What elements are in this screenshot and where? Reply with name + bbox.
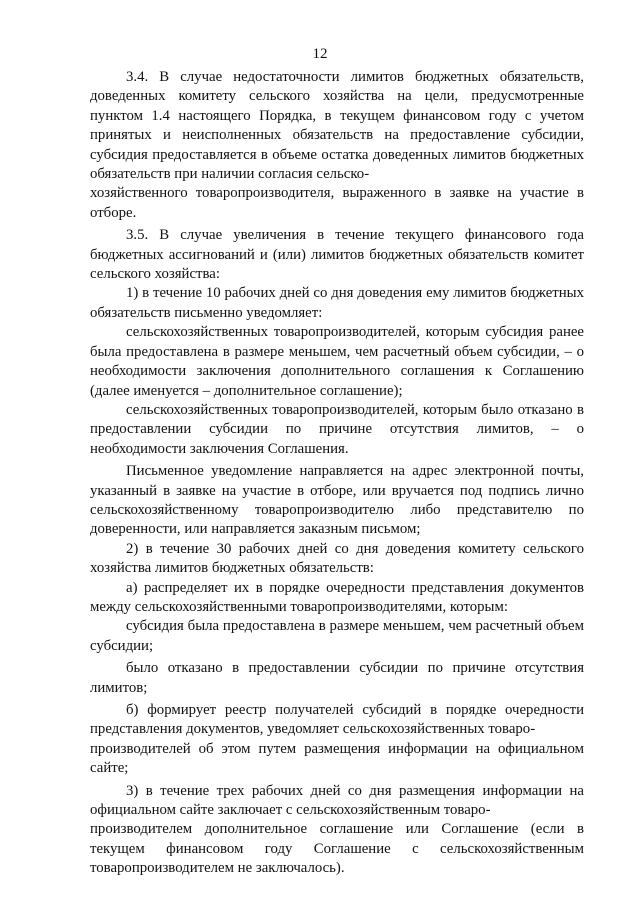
paragraph-item-2: 2) в течение 30 рабочих дней со дня доведения комитету сельского хозяйства лимитов бюджетных обязательств: <box>90 540 584 577</box>
paragraph-item-2a: а) распределяет их в порядке очередности представления документов между сельскохозяйственными товаропроизводителями, которым: <box>90 579 584 615</box>
document-body <box>90 68 584 879</box>
paragraph-item-1: 1) в течение 10 рабочих дней со дня доведения ему лимитов бюджетных обязательств письменно уведомляет: <box>90 285 584 321</box>
paragraph-item-2b: б) формирует реестр получателей субсидий в порядке очередности представления документов, уведомляет сельскохозяйственных товаро- производителей об этом путем размещения информации на официальном сайте; <box>90 702 584 777</box>
paragraph-refused-limits: было отказано в предоставлении субсидии по причине отсутствия лимитов; <box>90 660 584 696</box>
paragraph-item-3: 3) в течение трех рабочих дней со дня размещения информации на официальном сайте заключает с сельскохозяйственным товаро- производителем дополнительное соглашение или Соглашение (если в текущем финансовом году Соглашение с сельскохозяйственным товаропроизводителем не заключалось). <box>90 782 584 877</box>
paragraph-notify-refused: сельскохозяйственных товаропроизводителей, которым было отказано в предоставлении субсидии по причине отсутствия лимитов, – о необходимости заключения Соглашения. <box>90 401 584 457</box>
paragraph-3-5: 3.5. В случае увеличения в течение текущего финансового года бюджетных ассигнований и (или) лимитов бюджетных обязательств комитет сельского хозяйства: <box>90 227 584 283</box>
paragraph-notify-recipients: сельскохозяйственных товаропроизводителей, которым субсидия ранее была предоставлена в размере меньшем, чем расчетный объем субсидии, – о необходимости заключения дополнительного соглашения к Соглашению (далее именуется – дополнительное соглашение); <box>90 324 584 399</box>
paragraph-3-4: 3.4. В случае недостаточности лимитов бюджетных обязательств, доведенных комитету сельского хозяйства на цели, предусмотренные пунктом 1.4 настоящего Порядка, в текущем финансовом году с учетом принятых и неисполненных обязательств на предоставление субсидии, субсидия предоставляется в объеме остатка доведенных лимитов бюджетных обязательств при наличии согласия сельско- хозяйственного товаропроизводителя, выраженного в заявке на участие в отборе. <box>90 69 584 221</box>
paragraph-written-notice: Письменное уведомление направляется на адрес электронной почты, указанный в заявке на участие в отборе, или вручается под подпись лично сельскохозяйственному товаропроизводителю либо представителю по доверенности, или направляется заказным письмом; <box>90 463 584 538</box>
paragraph-subsidy-less: субсидия была предоставлена в размере меньшем, чем расчетный объем субсидии; <box>90 618 584 654</box>
page-number: 12 <box>312 46 328 62</box>
